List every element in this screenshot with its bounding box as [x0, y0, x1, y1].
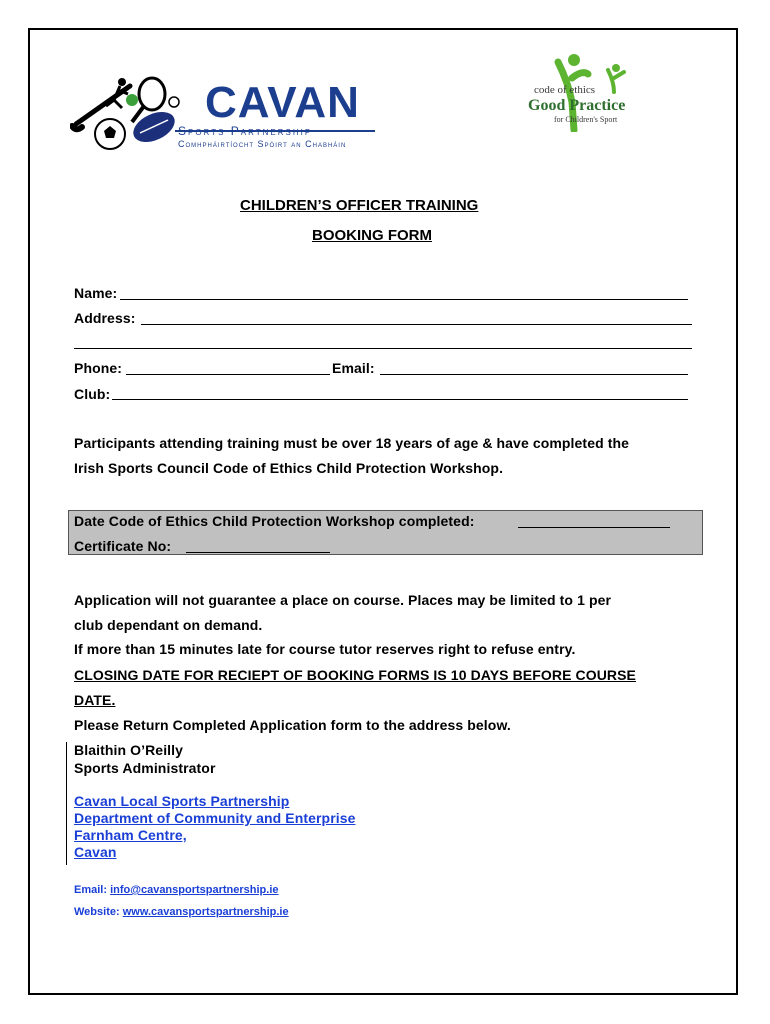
address-line-centre[interactable]: Farnham Centre, [74, 827, 187, 843]
workshop-date-field[interactable] [518, 527, 670, 528]
email-field[interactable] [380, 374, 688, 375]
cavan-logo-name: CAVAN [205, 78, 360, 127]
club-field[interactable] [112, 399, 688, 400]
cavan-sports-partnership-logo [70, 72, 415, 162]
closing-date-line2: DATE. [74, 692, 116, 708]
phone-label: Phone: [74, 360, 123, 376]
address-field-line2[interactable] [74, 348, 692, 349]
email-link[interactable]: info@cavansportspartnership.ie [110, 884, 279, 896]
club-label: Club: [74, 386, 111, 402]
address-line-partnership[interactable]: Cavan Local Sports Partnership [74, 793, 290, 809]
name-label: Name: [74, 285, 118, 301]
contact-margin-line [66, 742, 67, 865]
email-contact [74, 884, 279, 896]
ethics-logo-line3: for Children's Sport [554, 115, 618, 124]
website-contact [74, 906, 289, 918]
requirements-line2: Irish Sports Council Code of Ethics Child Protection Workshop. [74, 460, 504, 476]
cavan-logo-subtitle: Sports Partnership [178, 124, 313, 138]
website-link[interactable]: www.cavansportspartnership.ie [122, 906, 289, 918]
workshop-date-label: Date Code of Ethics Child Protection Workshop completed: [74, 513, 475, 529]
certificate-label: Certificate No: [74, 538, 172, 554]
phone-field[interactable] [126, 374, 330, 375]
code-of-ethics-logo [528, 52, 638, 132]
notes-line1: Application will not guarantee a place on course. Places may be limited to 1 per [74, 592, 612, 608]
form-subtitle: BOOKING FORM [312, 227, 432, 244]
notes-line3: If more than 15 minutes late for course tutor reserves right to refuse entry. [74, 641, 576, 657]
form-title: CHILDREN’S OFFICER TRAINING [240, 197, 479, 214]
contact-name: Blaithin O’Reilly [74, 742, 184, 758]
ethics-logo-line1: code of ethics [534, 84, 596, 96]
cavan-logo-irish-subtitle: Comhpháirtíocht Spóirt an Chabháin [178, 139, 347, 149]
address-line-town[interactable]: Cavan [74, 844, 117, 860]
address-field[interactable] [141, 324, 692, 325]
notes-line2: club dependant on demand. [74, 617, 263, 633]
address-line-department[interactable]: Department of Community and Enterprise [74, 810, 356, 826]
closing-date-line1: CLOSING DATE FOR RECIEPT OF BOOKING FORMS IS 10 DAYS BEFORE COURSE [74, 667, 636, 683]
return-instructions: Please Return Completed Application form to the address below. [74, 717, 511, 733]
contact-role: Sports Administrator [74, 760, 216, 776]
email-label: Email: [332, 360, 375, 376]
address-label: Address: [74, 310, 136, 326]
email-contact-label: Email: [74, 884, 108, 896]
website-contact-label: Website: [74, 906, 120, 918]
requirements-line1: Participants attending training must be over 18 years of age & have completed the [74, 435, 630, 451]
certificate-field[interactable] [186, 552, 330, 553]
ethics-logo-line2: Good Practice [528, 97, 626, 114]
name-field[interactable] [120, 299, 688, 300]
